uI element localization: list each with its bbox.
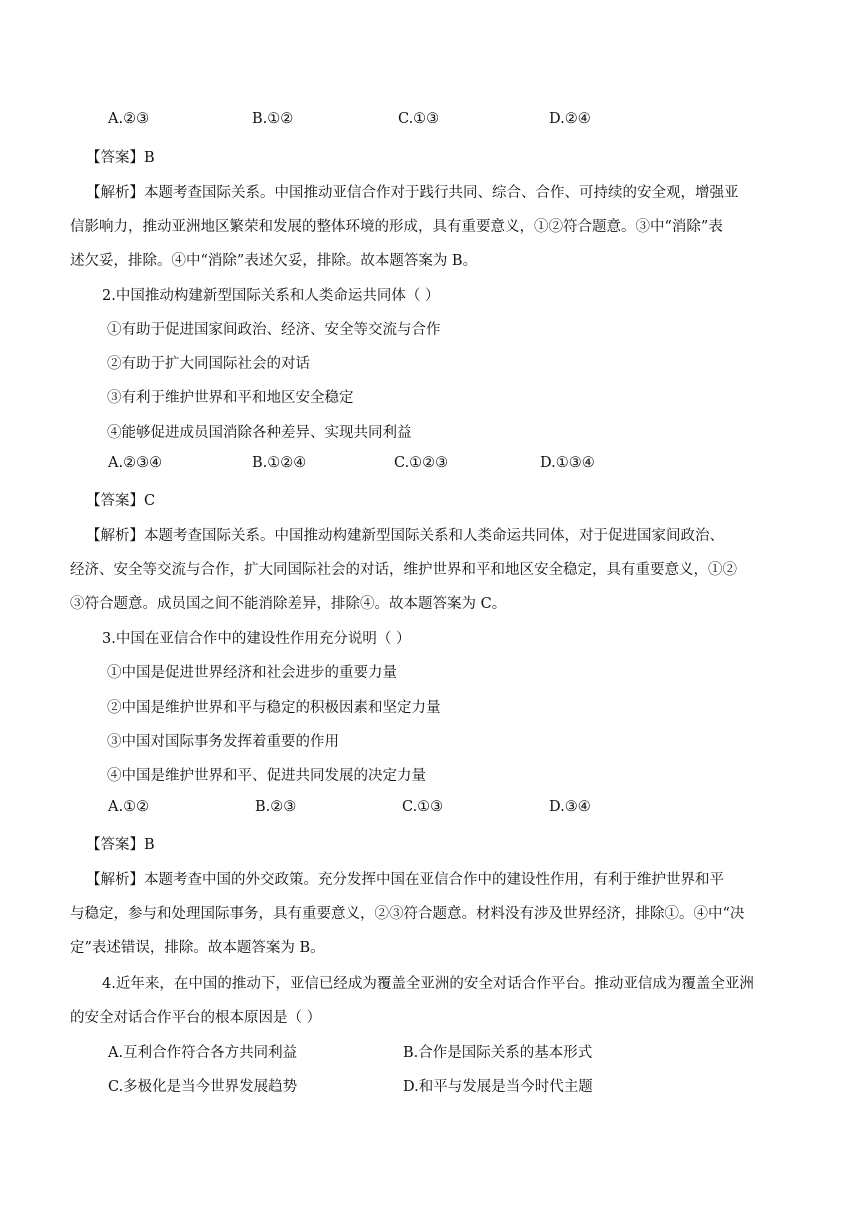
q4-option-c: C.多极化是当今世界发展趋势 — [108, 1079, 298, 1095]
q2-analysis-line-2: 经济、安全等交流与合作，扩大同国际社会的对话，维护世界和平和地区安全稳定，具有重要意义，①② — [70, 562, 737, 578]
q3-stem: 3.中国在亚信合作中的建设性作用充分说明（ ） — [102, 631, 411, 647]
q4-option-d: D.和平与发展是当今时代主题 — [403, 1079, 593, 1095]
answer-value: C — [144, 493, 156, 509]
answer-label: 【答案】 — [86, 493, 144, 509]
q1-analysis-line-3: 述欠妥，排除。④中“消除”表述欠妥，排除。故本题答案为 B。 — [70, 253, 478, 269]
q3-statement-1: ①中国是促进世界经济和社会进步的重要力量 — [107, 665, 397, 681]
answer-label: 【答案】 — [86, 150, 144, 166]
q3-answer — [86, 833, 155, 854]
q1-option-a: A.②③ — [108, 111, 150, 127]
analysis-label: 【解析】 — [86, 872, 144, 888]
q3-analysis-line-2: 与稳定，参与和处理国际事务，具有重要意义，②③符合题意。材料没有涉及世界经济，排除①。④中“决 — [70, 906, 745, 922]
q1-option-c: C.①③ — [398, 111, 440, 127]
q3-option-a: A.①② — [108, 799, 150, 815]
q4-option-a: A.互利合作符合各方共同利益 — [108, 1045, 298, 1061]
analysis-text: 本题考查中国的外交政策。充分发挥中国在亚信合作中的建设性作用，有利于维护世界和平 — [144, 872, 724, 888]
q2-analysis-line-3: ③符合题意。成员国之间不能消除差异，排除④。故本题答案为 C。 — [70, 596, 507, 612]
q2-analysis-line-1 — [86, 524, 724, 545]
q4-stem-line-1: 4.近年来，在中国的推动下，亚信已经成为覆盖全亚洲的安全对话合作平台。推动亚信成为覆盖全亚洲 — [102, 976, 754, 992]
analysis-label: 【解析】 — [86, 528, 144, 544]
q2-option-c: C.①②③ — [394, 455, 449, 471]
q2-option-b: B.①②④ — [252, 455, 307, 471]
q3-option-d: D.③④ — [549, 799, 591, 815]
q1-analysis-line-2: 信影响力，推动亚洲地区繁荣和发展的整体环境的形成，具有重要意义，①②符合题意。③中“消除”表 — [70, 219, 723, 235]
q3-statement-2: ②中国是维护世界和平与稳定的积极因素和坚定力量 — [107, 700, 441, 716]
q3-statement-3: ③中国对国际事务发挥着重要的作用 — [107, 734, 339, 750]
q3-option-c: C.①③ — [402, 799, 444, 815]
analysis-label: 【解析】 — [86, 185, 144, 201]
answer-value: B — [144, 150, 155, 166]
q2-statement-2: ②有助于扩大同国际社会的对话 — [107, 356, 310, 372]
q1-analysis-line-1 — [86, 181, 739, 202]
q3-analysis-line-3: 定”表述错误，排除。故本题答案为 B。 — [70, 940, 325, 956]
analysis-text: 本题考查国际关系。中国推动亚信合作对于践行共同、综合、合作、可持续的安全观，增强亚 — [144, 185, 739, 201]
q2-option-d: D.①③④ — [540, 455, 595, 471]
q2-option-a: A.②③④ — [108, 455, 163, 471]
answer-label: 【答案】 — [86, 837, 144, 853]
q2-stem: 2.中国推动构建新型国际关系和人类命运共同体（ ） — [102, 288, 440, 304]
q3-option-b: B.②③ — [255, 799, 297, 815]
analysis-text: 本题考查国际关系。中国推动构建新型国际关系和人类命运共同体，对于促进国家间政治、 — [144, 528, 724, 544]
q4-stem-line-2: 的安全对话合作平台的根本原因是（ ） — [70, 1010, 322, 1026]
q4-option-b: B.合作是国际关系的基本形式 — [403, 1045, 593, 1061]
answer-value: B — [144, 837, 155, 853]
q2-answer — [86, 489, 155, 510]
q1-answer — [86, 146, 155, 167]
q3-analysis-line-1 — [86, 868, 724, 889]
q2-statement-1: ①有助于促进国家间政治、经济、安全等交流与合作 — [107, 322, 441, 338]
q1-option-b: B.①② — [252, 111, 294, 127]
q2-statement-4: ④能够促进成员国消除各种差异、实现共同利益 — [107, 425, 412, 441]
q3-statement-4: ④中国是维护世界和平、促进共同发展的决定力量 — [107, 768, 426, 784]
q2-statement-3: ③有利于维护世界和平和地区安全稳定 — [107, 390, 354, 406]
q1-option-d: D.②④ — [549, 111, 591, 127]
